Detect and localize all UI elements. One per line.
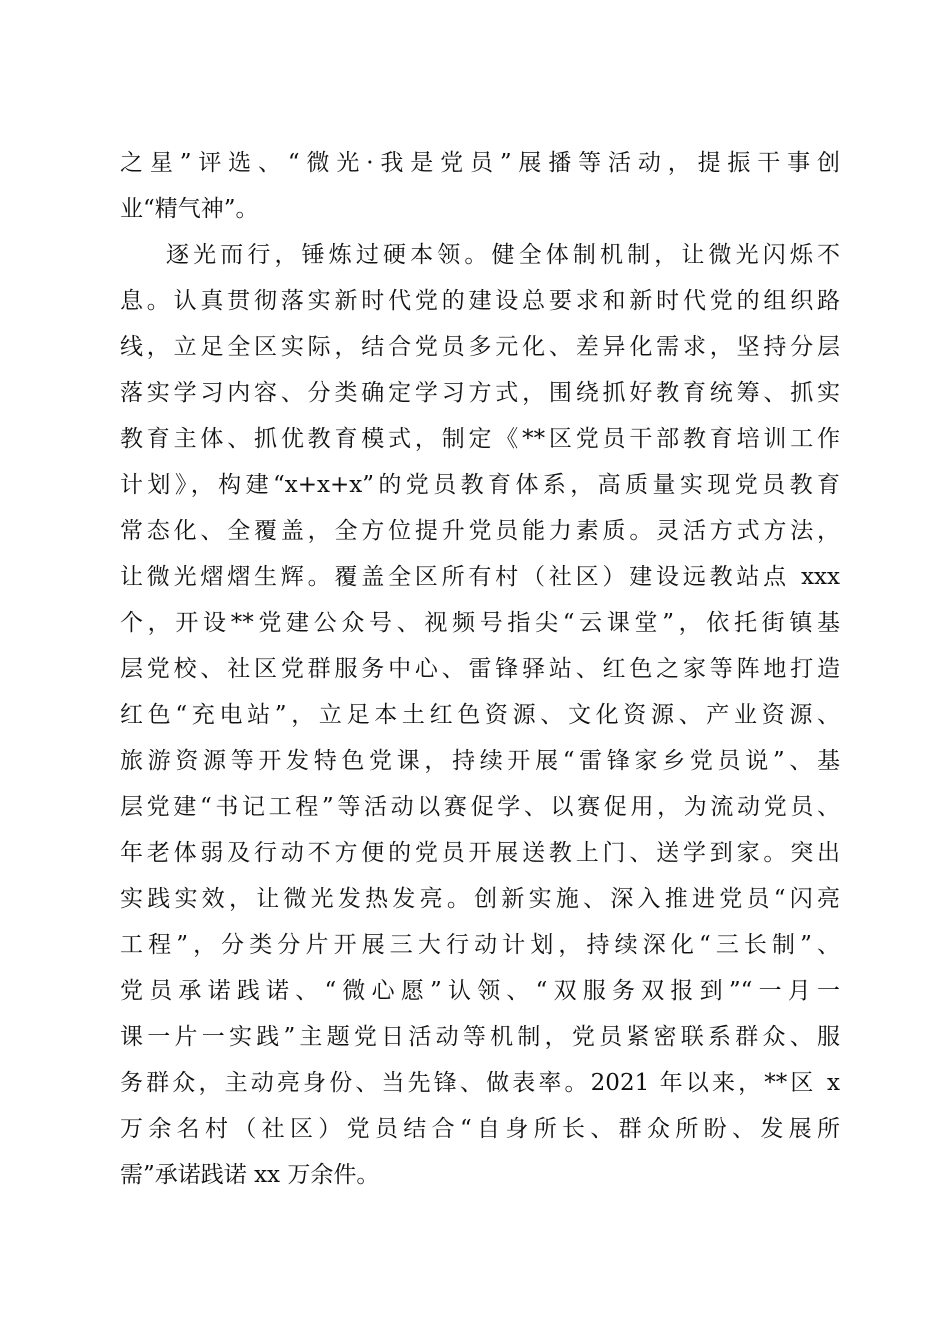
text-line: 落实学习内容、分类确定学习方式，围绕抓好教育统筹、抓实	[120, 380, 840, 406]
body-text	[120, 140, 840, 1198]
text-line: 需”承诺践诺 xx 万余件。	[120, 1162, 380, 1188]
text-line: 红色“充电站”，立足本土红色资源、文化资源、产业资源、	[120, 702, 840, 728]
text-line: 层党校、社区党群服务中心、雷锋驿站、红色之家等阵地打造	[120, 656, 840, 682]
text-line: 教育主体、抓优教育模式，制定《**区党员干部教育培训工作	[120, 426, 840, 452]
text-line: 工程”，分类分片开展三大行动计划，持续深化“三长制”、	[120, 932, 840, 958]
text-line: 让微光熠熠生辉。覆盖全区所有村（社区）建设远教站点 xxx	[120, 564, 840, 590]
text-line: 课一片一实践”主题党日活动等机制，党员紧密联系群众、服	[120, 1024, 840, 1050]
text-line: 业“精气神”。	[120, 196, 259, 222]
text-line: 万余名村（社区）党员结合“自身所长、群众所盼、发展所	[120, 1116, 840, 1142]
text-line: 层党建“书记工程”等活动以赛促学、以赛促用，为流动党员、	[120, 794, 840, 820]
text-line: 常态化、全覆盖，全方位提升党员能力素质。灵活方式方法，	[120, 518, 840, 544]
text-line: 旅游资源等开发特色党课，持续开展“雷锋家乡党员说”、基	[120, 748, 840, 774]
text-line: 实践实效，让微光发热发亮。创新实施、深入推进党员“闪亮	[120, 886, 840, 912]
text-line: 之星”评选、“微光·我是党员”展播等活动，提振干事创	[120, 150, 840, 176]
paragraph-first-line: 逐光而行，锤炼过硬本领。健全体制机制，让微光闪烁不	[166, 242, 840, 268]
text-line: 年老体弱及行动不方便的党员开展送教上门、送学到家。突出	[120, 840, 840, 866]
text-line: 线，立足全区实际，结合党员多元化、差异化需求，坚持分层	[120, 334, 840, 360]
text-line: 个，开设**党建公众号、视频号指尖“云课堂”，依托街镇基	[120, 610, 840, 636]
text-line: 务群众，主动亮身份、当先锋、做表率。2021 年以来，**区 x	[120, 1070, 840, 1096]
text-line: 计划》，构建“x+x+x”的党员教育体系，高质量实现党员教育	[120, 472, 840, 498]
text-line: 息。认真贯彻落实新时代党的建设总要求和新时代党的组织路	[120, 288, 840, 314]
text-line: 党员承诺践诺、“微心愿”认领、“双服务双报到”“一月一	[120, 978, 840, 1004]
